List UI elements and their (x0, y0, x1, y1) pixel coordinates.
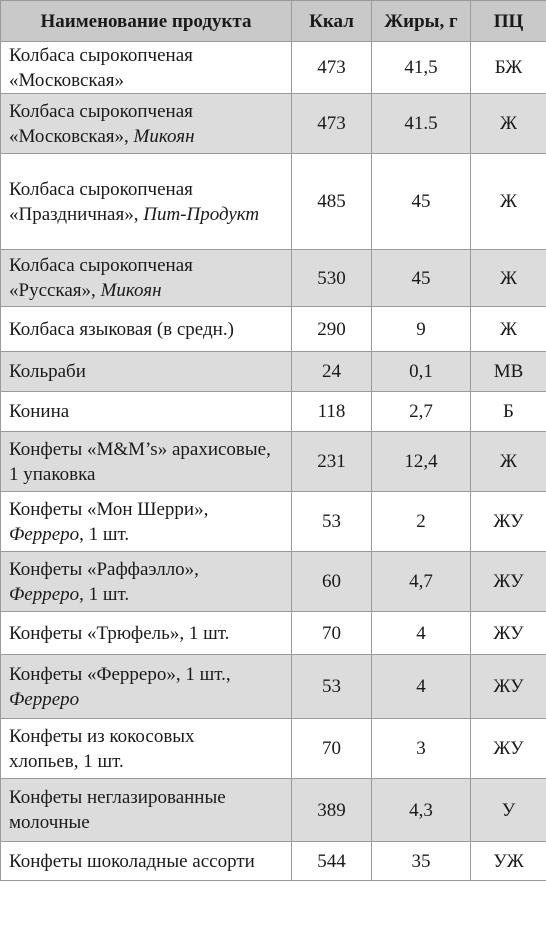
header-name: Наименование продукта (1, 1, 292, 42)
brand-name: Пит-Продукт (143, 203, 260, 225)
fat-cell: 41.5 (372, 94, 471, 154)
table-row (1, 250, 546, 307)
pc-cell: ЖУ (471, 612, 546, 655)
table-row (1, 307, 546, 352)
fat-cell: 4,3 (372, 779, 471, 842)
header-fat: Жиры, г (372, 1, 471, 42)
product-name-line: Конфеты неглазированные (9, 787, 226, 808)
header-row (1, 1, 546, 42)
product-name-line: «Праздничная», (9, 203, 139, 225)
table-row (1, 842, 546, 881)
table-row (1, 552, 546, 612)
pc-cell: ЖУ (471, 552, 546, 612)
pc-cell: У (471, 779, 546, 842)
pc-cell: Ж (471, 432, 546, 492)
pc-cell: БЖ (471, 42, 546, 94)
kcal-cell: 24 (292, 352, 372, 392)
product-name-cell (1, 250, 292, 307)
table-row (1, 42, 546, 94)
kcal-cell: 70 (292, 612, 372, 655)
kcal-cell: 231 (292, 432, 372, 492)
kcal-cell: 53 (292, 492, 372, 552)
product-name-cell (1, 655, 292, 719)
product-name-line: хлопьев, 1 шт. (9, 750, 124, 772)
table-row (1, 779, 546, 842)
product-name-cell (1, 94, 292, 154)
product-name-suffix: , 1 шт. (79, 583, 130, 605)
fat-cell: 4 (372, 655, 471, 719)
table-row (1, 612, 546, 655)
table-row (1, 492, 546, 552)
product-name-cell (1, 719, 292, 779)
product-name-line: Колбаса сырокопченая (9, 178, 193, 200)
fat-cell: 4,7 (372, 552, 471, 612)
fat-cell: 45 (372, 250, 471, 307)
product-name-line: 1 упаковка (9, 463, 96, 485)
product-name-line: Конфеты «M&M’s» арахисовые, (9, 438, 271, 460)
product-name-cell (1, 492, 292, 552)
product-name-line: Колбаса языковая (в средн.) (9, 318, 234, 340)
table-row (1, 94, 546, 154)
kcal-cell: 544 (292, 842, 372, 881)
brand-name: Ферреро (9, 583, 80, 605)
pc-cell: Ж (471, 154, 546, 250)
pc-cell: УЖ (471, 842, 546, 881)
product-name-line: «Московская» (9, 69, 125, 91)
table-row (1, 392, 546, 432)
product-name-cell (1, 154, 292, 250)
kcal-cell: 473 (292, 94, 372, 154)
pc-cell: Ж (471, 94, 546, 154)
product-name-cell (1, 842, 292, 881)
table-row (1, 154, 546, 250)
product-name-line: молочные (9, 812, 90, 833)
table-row (1, 655, 546, 719)
product-name-line: Колбаса сырокопченая (9, 100, 193, 122)
pc-cell: ЖУ (471, 492, 546, 552)
product-name-line: Конфеты «Трюфель», 1 шт. (9, 622, 230, 644)
fat-cell: 2 (372, 492, 471, 552)
product-name-cell (1, 352, 292, 392)
product-name-line: Конфеты шоколадные ассорти (9, 850, 255, 872)
product-name-cell (1, 612, 292, 655)
product-name-cell (1, 307, 292, 352)
pc-cell: Ж (471, 307, 546, 352)
fat-cell: 4 (372, 612, 471, 655)
product-name-line: «Русская», (9, 280, 96, 301)
header-kcal: Ккал (292, 1, 372, 42)
kcal-cell: 473 (292, 42, 372, 94)
product-name-cell (1, 779, 292, 842)
product-name-line: Конфеты «Мон Шерри», (9, 498, 209, 520)
product-name-line: Кольраби (9, 361, 86, 382)
kcal-cell: 70 (292, 719, 372, 779)
table-row (1, 719, 546, 779)
fat-cell: 0,1 (372, 352, 471, 392)
fat-cell: 3 (372, 719, 471, 779)
fat-cell: 9 (372, 307, 471, 352)
brand-name: Микоян (100, 280, 162, 301)
brand-name: Микоян (133, 125, 195, 147)
product-name-line: «Московская», (9, 125, 129, 147)
product-name-cell (1, 432, 292, 492)
kcal-cell: 53 (292, 655, 372, 719)
fat-cell: 45 (372, 154, 471, 250)
kcal-cell: 389 (292, 779, 372, 842)
product-name-suffix: , 1 шт. (79, 523, 130, 545)
kcal-cell: 118 (292, 392, 372, 432)
table-row (1, 432, 546, 492)
brand-name: Ферреро (9, 523, 80, 545)
product-name-line: Конина (9, 401, 70, 422)
fat-cell: 41,5 (372, 42, 471, 94)
product-name-line: Колбаса сырокопченая (9, 255, 193, 276)
product-name-line: Конфеты из кокосовых (9, 725, 195, 747)
header-pc: ПЦ (471, 1, 546, 42)
kcal-cell: 530 (292, 250, 372, 307)
product-name-line: Колбаса сырокопченая (9, 44, 193, 66)
brand-name: Ферреро (9, 688, 80, 710)
pc-cell: ЖУ (471, 655, 546, 719)
product-name-cell (1, 42, 292, 94)
pc-cell: Ж (471, 250, 546, 307)
product-name-line: Конфеты «Ферреро», 1 шт., (9, 663, 231, 685)
kcal-cell: 485 (292, 154, 372, 250)
kcal-cell: 290 (292, 307, 372, 352)
product-name-cell (1, 392, 292, 432)
fat-cell: 2,7 (372, 392, 471, 432)
kcal-cell: 60 (292, 552, 372, 612)
fat-cell: 12,4 (372, 432, 471, 492)
pc-cell: МВ (471, 352, 546, 392)
product-name-line: Конфеты «Раффаэлло», (9, 558, 199, 580)
pc-cell: Б (471, 392, 546, 432)
pc-cell: ЖУ (471, 719, 546, 779)
fat-cell: 35 (372, 842, 471, 881)
product-name-cell (1, 552, 292, 612)
table-row (1, 352, 546, 392)
